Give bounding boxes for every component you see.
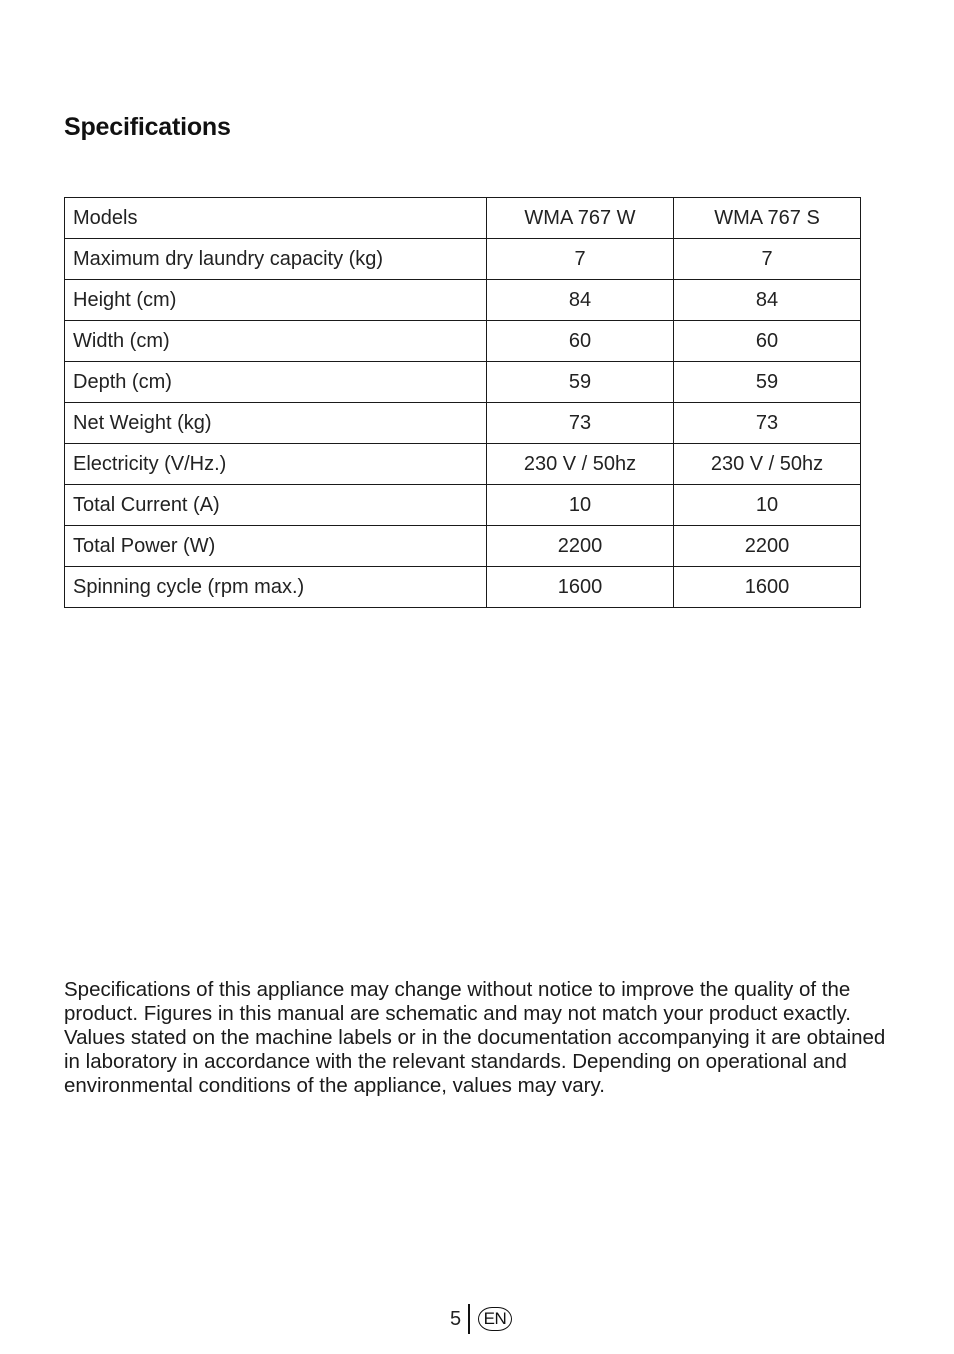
row-value: 230 V / 50hz	[487, 444, 674, 485]
header-cell-model: WMA 767 S	[674, 198, 861, 239]
language-badge: EN	[478, 1307, 513, 1331]
row-value: 59	[487, 362, 674, 403]
header-cell-models: Models	[65, 198, 487, 239]
table-row	[65, 362, 861, 403]
table-row	[65, 321, 861, 362]
specifications-notice	[64, 978, 894, 1098]
table-row	[65, 239, 861, 280]
row-value: 84	[674, 280, 861, 321]
row-value: 2200	[487, 526, 674, 567]
row-value: 84	[487, 280, 674, 321]
row-value: 7	[487, 239, 674, 280]
table-row	[65, 567, 861, 608]
row-value: 7	[674, 239, 861, 280]
row-label: Total Current (A)	[65, 485, 487, 526]
table-row	[65, 280, 861, 321]
row-value: 1600	[674, 567, 861, 608]
row-value: 60	[674, 321, 861, 362]
row-label: Width (cm)	[65, 321, 487, 362]
table-row	[65, 485, 861, 526]
row-label: Total Power (W)	[65, 526, 487, 567]
row-value: 73	[674, 403, 861, 444]
table-row	[65, 444, 861, 485]
notice-paragraph-values: Values stated on the machine labels or in the documentation accompanying it are obtained in laboratory in accordance with the relevant standards. Depending on operational and environmental conditions of the appliance, values may vary.	[64, 1026, 886, 1097]
row-value: 10	[674, 485, 861, 526]
row-label: Net Weight (kg)	[65, 403, 487, 444]
page-number: 5	[450, 1307, 462, 1330]
page-footer	[450, 1303, 512, 1335]
row-label: Maximum dry laundry capacity (kg)	[65, 239, 487, 280]
row-value: 2200	[674, 526, 861, 567]
table-row	[65, 403, 861, 444]
table-row	[65, 526, 861, 567]
row-label: Height (cm)	[65, 280, 487, 321]
row-value: 230 V / 50hz	[674, 444, 861, 485]
specifications-table	[64, 197, 861, 608]
notice-paragraph-changes: Specifications of this appliance may change without notice to improve the quality of the product. Figures in this manual are schematic and may not match your product exactly.	[64, 978, 851, 1025]
row-value: 73	[487, 403, 674, 444]
page-title: Specifications	[64, 113, 231, 141]
row-value: 60	[487, 321, 674, 362]
row-label: Spinning cycle (rpm max.)	[65, 567, 487, 608]
row-label: Electricity (V/Hz.)	[65, 444, 487, 485]
row-label: Depth (cm)	[65, 362, 487, 403]
row-value: 10	[487, 485, 674, 526]
header-cell-model: WMA 767 W	[487, 198, 674, 239]
footer-divider	[468, 1304, 470, 1334]
row-value: 59	[674, 362, 861, 403]
table-header-row	[65, 198, 861, 239]
row-value: 1600	[487, 567, 674, 608]
